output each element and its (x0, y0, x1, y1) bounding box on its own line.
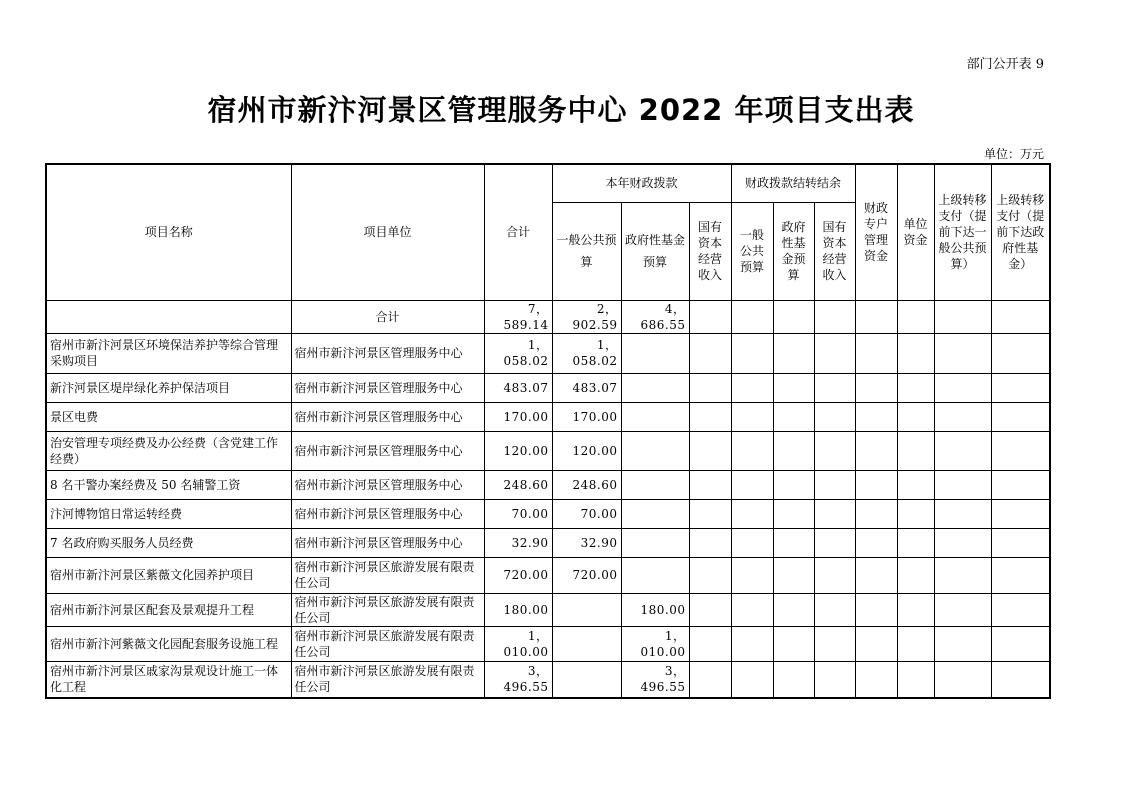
row-project-name: 治安管理专项经费及办公经费（含党建工作经费） (46, 431, 291, 470)
empty-cell (731, 661, 773, 698)
form-number: 部门公开表 9 (966, 57, 1044, 72)
empty-cell (689, 593, 731, 626)
col-gov-fund-budget: 政府性基金预算 (621, 202, 689, 300)
empty-cell (991, 373, 1050, 402)
row-general-public-budget: 248.60 (552, 470, 621, 499)
row-gov-fund-budget (621, 333, 689, 373)
empty-cell (934, 661, 991, 698)
col-project-name: 项目名称 (46, 164, 291, 300)
empty-cell (773, 661, 814, 698)
col-transfer-general: 上级转移支付（提前下达一般公共预算） (934, 164, 991, 300)
total-row-gov-fund: 4，686.55 (621, 300, 689, 333)
empty-cell (814, 499, 855, 528)
row-gov-fund-budget (621, 470, 689, 499)
row-project-name: 新汴河景区堤岸绿化养护保洁项目 (46, 373, 291, 402)
row-project-unit: 宿州市新汴河景区旅游发展有限责任公司 (291, 661, 484, 698)
empty-cell (773, 499, 814, 528)
empty-cell (689, 626, 731, 661)
row-general-public-budget: 720.00 (552, 557, 621, 593)
empty-cell (934, 626, 991, 661)
row-general-public-budget: 1，058.02 (552, 333, 621, 373)
row-gov-fund-budget (621, 373, 689, 402)
total-row (46, 300, 1050, 333)
empty-cell (934, 593, 991, 626)
empty-cell (689, 499, 731, 528)
empty-cell (731, 593, 773, 626)
row-project-unit: 宿州市新汴河景区管理服务中心 (291, 499, 484, 528)
empty-cell (991, 431, 1050, 470)
row-gov-fund-budget (621, 528, 689, 557)
empty-cell (731, 470, 773, 499)
row-general-public-budget (552, 626, 621, 661)
empty-cell (934, 557, 991, 593)
empty-cell (934, 528, 991, 557)
empty-cell (731, 373, 773, 402)
empty-cell (897, 557, 934, 593)
empty-cell (814, 373, 855, 402)
row-total: 720.00 (484, 557, 552, 593)
empty-cell (855, 593, 897, 626)
table-row (46, 373, 1050, 402)
empty-cell (689, 557, 731, 593)
empty-cell (773, 470, 814, 499)
row-project-name: 宿州市新汴河景区环境保洁养护等综合管理采购项目 (46, 333, 291, 373)
empty-cell (934, 431, 991, 470)
empty-cell (991, 300, 1050, 333)
empty-cell (934, 373, 991, 402)
row-total: 248.60 (484, 470, 552, 499)
col-carry-gov-fund: 政府性基金预算 (773, 202, 814, 300)
empty-cell (731, 528, 773, 557)
col-total: 合计 (484, 164, 552, 300)
empty-cell (934, 333, 991, 373)
row-project-unit: 宿州市新汴河景区管理服务中心 (291, 431, 484, 470)
empty-cell (897, 499, 934, 528)
table-row (46, 661, 1050, 698)
row-general-public-budget: 483.07 (552, 373, 621, 402)
empty-cell (897, 470, 934, 499)
table-row (46, 499, 1050, 528)
empty-cell (897, 373, 934, 402)
empty-cell (855, 431, 897, 470)
empty-cell (991, 593, 1050, 626)
row-project-unit: 宿州市新汴河景区旅游发展有限责任公司 (291, 593, 484, 626)
empty-cell (731, 626, 773, 661)
empty-cell (991, 557, 1050, 593)
empty-cell (731, 300, 773, 333)
empty-cell (855, 528, 897, 557)
total-row-general: 2，902.59 (552, 300, 621, 333)
empty-cell (814, 626, 855, 661)
row-project-unit: 宿州市新汴河景区管理服务中心 (291, 528, 484, 557)
empty-cell (897, 300, 934, 333)
row-project-name: 宿州市新汴河景区紫薇文化园养护项目 (46, 557, 291, 593)
empty-cell (689, 661, 731, 698)
empty-cell (991, 528, 1050, 557)
empty-cell (934, 402, 991, 431)
col-transfer-gov-fund: 上级转移支付（提前下达政府性基金） (991, 164, 1050, 300)
row-project-unit: 宿州市新汴河景区旅游发展有限责任公司 (291, 557, 484, 593)
empty-cell (773, 333, 814, 373)
row-project-unit: 宿州市新汴河景区管理服务中心 (291, 402, 484, 431)
col-state-capital: 国有资本经营收入 (689, 202, 731, 300)
row-total: 120.00 (484, 431, 552, 470)
row-gov-fund-budget (621, 557, 689, 593)
table-row (46, 557, 1050, 593)
table-row (46, 470, 1050, 499)
empty-cell (689, 470, 731, 499)
row-general-public-budget (552, 593, 621, 626)
empty-cell (991, 661, 1050, 698)
empty-cell (689, 528, 731, 557)
empty-cell (773, 557, 814, 593)
empty-cell (855, 626, 897, 661)
empty-cell (897, 431, 934, 470)
row-project-unit: 宿州市新汴河景区旅游发展有限责任公司 (291, 626, 484, 661)
row-general-public-budget: 170.00 (552, 402, 621, 431)
empty-cell (814, 528, 855, 557)
table-row (46, 402, 1050, 431)
empty-cell (731, 431, 773, 470)
row-gov-fund-budget (621, 499, 689, 528)
row-gov-fund-budget: 3，496.55 (621, 661, 689, 698)
empty-cell (855, 499, 897, 528)
table-row (46, 593, 1050, 626)
empty-cell (934, 499, 991, 528)
col-carry-state-capital: 国有资本经营收入 (814, 202, 855, 300)
empty-cell (689, 333, 731, 373)
row-project-name: 8 名干警办案经费及 50 名辅警工资 (46, 470, 291, 499)
row-project-name: 宿州市新汴河紫薇文化园配套服务设施工程 (46, 626, 291, 661)
empty-cell (689, 431, 731, 470)
empty-cell (814, 333, 855, 373)
col-group-carryover: 财政拨款结转结余 (731, 164, 855, 202)
empty-cell (897, 528, 934, 557)
project-expenditure-table (45, 163, 1051, 699)
empty-cell (731, 333, 773, 373)
empty-cell (814, 557, 855, 593)
empty-cell (731, 557, 773, 593)
row-project-name: 7 名政府购买服务人员经费 (46, 528, 291, 557)
row-project-name: 宿州市新汴河景区配套及景观提升工程 (46, 593, 291, 626)
row-total: 3，496.55 (484, 661, 552, 698)
empty-cell (991, 626, 1050, 661)
empty-cell (855, 333, 897, 373)
col-group-current-year: 本年财政拨款 (552, 164, 731, 202)
empty-cell (731, 499, 773, 528)
row-project-name: 宿州市新汴河景区戚家沟景观设计施工一体化工程 (46, 661, 291, 698)
table-row (46, 333, 1050, 373)
header-row-1 (46, 164, 1050, 202)
row-gov-fund-budget: 180.00 (621, 593, 689, 626)
total-row-name (46, 300, 291, 333)
empty-cell (897, 333, 934, 373)
empty-cell (773, 626, 814, 661)
unit-label: 单位：万元 (983, 147, 1044, 161)
empty-cell (855, 470, 897, 499)
empty-cell (897, 661, 934, 698)
row-gov-fund-budget (621, 431, 689, 470)
page-title: 宿州市新汴河景区管理服务中心 2022 年项目支出表 (207, 93, 915, 127)
empty-cell (991, 499, 1050, 528)
empty-cell (814, 593, 855, 626)
empty-cell (991, 470, 1050, 499)
empty-cell (814, 470, 855, 499)
empty-cell (897, 626, 934, 661)
empty-cell (814, 300, 855, 333)
table-row (46, 626, 1050, 661)
empty-cell (855, 661, 897, 698)
table-row (46, 528, 1050, 557)
total-row-total: 7，589.14 (484, 300, 552, 333)
col-carry-general: 一般公共预算 (731, 202, 773, 300)
empty-cell (897, 593, 934, 626)
col-unit-funds: 单位资金 (897, 164, 934, 300)
empty-cell (934, 470, 991, 499)
empty-cell (855, 373, 897, 402)
empty-cell (814, 661, 855, 698)
row-total: 1，058.02 (484, 333, 552, 373)
row-project-unit: 宿州市新汴河景区管理服务中心 (291, 333, 484, 373)
row-project-unit: 宿州市新汴河景区管理服务中心 (291, 373, 484, 402)
total-row-label: 合计 (291, 300, 484, 333)
empty-cell (689, 300, 731, 333)
row-general-public-budget: 32.90 (552, 528, 621, 557)
row-gov-fund-budget (621, 402, 689, 431)
row-project-name: 汴河博物馆日常运转经费 (46, 499, 291, 528)
empty-cell (689, 373, 731, 402)
empty-cell (814, 431, 855, 470)
row-project-name: 景区电费 (46, 402, 291, 431)
empty-cell (773, 402, 814, 431)
col-general-public-budget: 一般公共预算 (552, 202, 621, 300)
empty-cell (731, 402, 773, 431)
empty-cell (773, 431, 814, 470)
row-total: 170.00 (484, 402, 552, 431)
table-row (46, 431, 1050, 470)
empty-cell (814, 402, 855, 431)
row-total: 483.07 (484, 373, 552, 402)
empty-cell (934, 300, 991, 333)
empty-cell (773, 593, 814, 626)
row-general-public-budget (552, 661, 621, 698)
row-general-public-budget: 70.00 (552, 499, 621, 528)
row-gov-fund-budget: 1，010.00 (621, 626, 689, 661)
empty-cell (855, 300, 897, 333)
empty-cell (689, 402, 731, 431)
empty-cell (773, 373, 814, 402)
empty-cell (773, 528, 814, 557)
row-total: 180.00 (484, 593, 552, 626)
row-project-unit: 宿州市新汴河景区管理服务中心 (291, 470, 484, 499)
empty-cell (773, 300, 814, 333)
empty-cell (991, 402, 1050, 431)
row-total: 70.00 (484, 499, 552, 528)
empty-cell (991, 333, 1050, 373)
row-general-public-budget: 120.00 (552, 431, 621, 470)
row-total: 32.90 (484, 528, 552, 557)
col-special-account: 财政专户管理资金 (855, 164, 897, 300)
row-total: 1，010.00 (484, 626, 552, 661)
empty-cell (855, 557, 897, 593)
empty-cell (897, 402, 934, 431)
empty-cell (855, 402, 897, 431)
col-project-unit: 项目单位 (291, 164, 484, 300)
